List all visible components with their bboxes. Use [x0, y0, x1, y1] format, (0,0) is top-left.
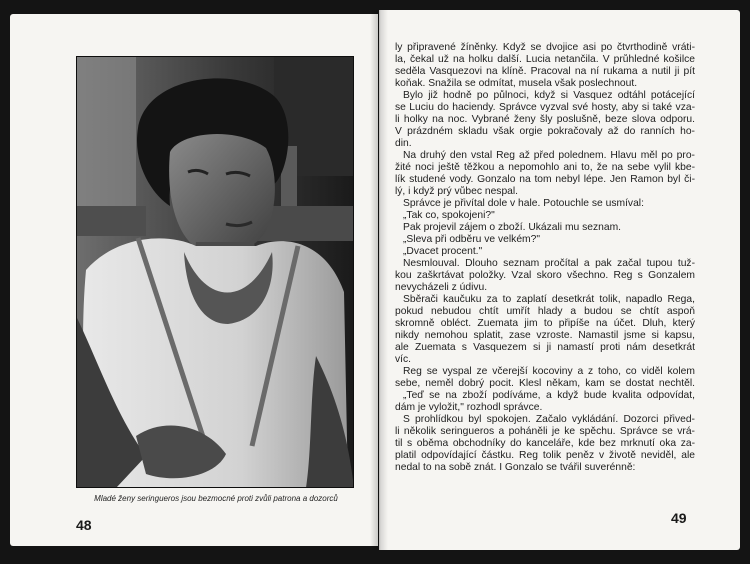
text-line: V prázdném skladu však orgie pokračovaly až do ranních ho-	[395, 126, 695, 137]
text-line: víc.	[395, 354, 412, 365]
text-line: se Luciu do haciendy. Správce vyzval své hosty, aby si také vza-	[395, 102, 695, 113]
text-line: lý, i když prý vůbec nespal.	[395, 186, 519, 197]
text-line: žité noci ještě těžkou a nepomohlo ani to, že na sebe vylil kbe-	[395, 162, 695, 173]
text-line: til s oběma obchodníky do kanceláře, kde bez mrknutí oka za-	[395, 438, 695, 449]
text-line: pokud nebudou chtít umřít hlady a budou se chtít aspoň	[395, 306, 695, 317]
left-page	[10, 14, 378, 546]
text-line: li holky na noc. Vybrané ženy šly poslušně, beze slova odporu.	[395, 114, 695, 125]
text-line: Sběrači kaučuku za to zaplatí desetkrát tolik, napadlo Rega,	[403, 294, 695, 305]
text-line: din.	[395, 138, 412, 149]
text-line: seděla Vasquezovi na klíně. Pracoval na ní rukama a nutil ji pít	[395, 66, 695, 77]
text-line: nikdy nemohou splatit, zase vzroste. Namastil jsme si kapsu,	[395, 330, 695, 341]
text-line: nevycházeli z údivu.	[395, 282, 488, 293]
text-line: ly připravené žíněnky. Když se dvojice asi po čtvrthodině vráti-	[395, 42, 695, 53]
text-line: dám je vyložit," rozhodl správce.	[395, 402, 543, 413]
text-line: lík studené vody. Gonzalo na tom nebyl lépe. Jen Ramon byl či-	[395, 174, 695, 185]
text-line: ale Zuemata s Vasquezem si ji namastí proti nám desetkrát	[395, 342, 695, 353]
right-page	[379, 10, 740, 550]
photo-caption: Mladé ženy seringueros jsou bezmocné proti zvůli patrona a dozorců	[94, 494, 338, 503]
text-line: li několik seringueros a poháněli je ke spěchu. Správce se vrá-	[395, 426, 695, 437]
text-line: Reg se vyspal ze včerejší kocoviny a z toho, co viděl kolem	[403, 366, 695, 377]
text-line: kou zaškrtávat položky. Vzal skoro všechno. Reg s Gonzalem	[395, 270, 695, 281]
text-line: „Sleva při odběru ve velkém?"	[403, 234, 541, 245]
text-line: Nesmlouval. Dlouho seznam pročítal a pak začal tupou tuž-	[403, 258, 695, 269]
text-line: „Dvacet procent."	[403, 246, 483, 257]
text-line: „Teď se na zboží podíváme, a když bude kvalita odpovídat,	[403, 390, 695, 401]
text-line: la, čekal už na holku další. Lucia netančila. V průhledné košilce	[395, 54, 695, 65]
text-line: „Tak co, spokojeni?"	[403, 210, 495, 221]
text-line: platil odpovídající částku. Reg tolik peněz v životě neviděl, ale	[395, 450, 695, 461]
text-line: nedal to na sobě znát. I Gonzalo se tvářil suverénně:	[395, 462, 636, 473]
text-line: koňak. Snažila se odmítat, musela však poslechnout.	[395, 78, 638, 89]
book-gutter	[370, 10, 388, 550]
text-line: Správce je přivítal dole v hale. Potouchle se usmíval:	[403, 198, 644, 209]
portrait-image	[76, 56, 354, 488]
page-number-right: 49	[671, 510, 687, 526]
text-line: S prohlídkou byl spokojen. Začalo vykládání. Dozorci přived-	[403, 414, 695, 425]
photo-woman-portrait	[76, 56, 354, 488]
text-line: sebe, neměl dobrý pocit. Klesl někam, kam se dostat nechtěl.	[395, 378, 695, 389]
text-line: Bylo již hodně po půlnoci, když si Vasquez odtáhl potácející	[403, 90, 695, 101]
page-number-left: 48	[76, 517, 92, 533]
body-text	[395, 42, 695, 474]
text-line: Pak projevil zájem o zboží. Ukázali mu seznam.	[403, 222, 622, 233]
text-line: Na druhý den vstal Reg až před polednem. Hlavu měl po pro-	[403, 150, 695, 161]
text-line: skromně obléct. Zuemata jim to připíše na účet. Dluh, který	[395, 318, 695, 329]
